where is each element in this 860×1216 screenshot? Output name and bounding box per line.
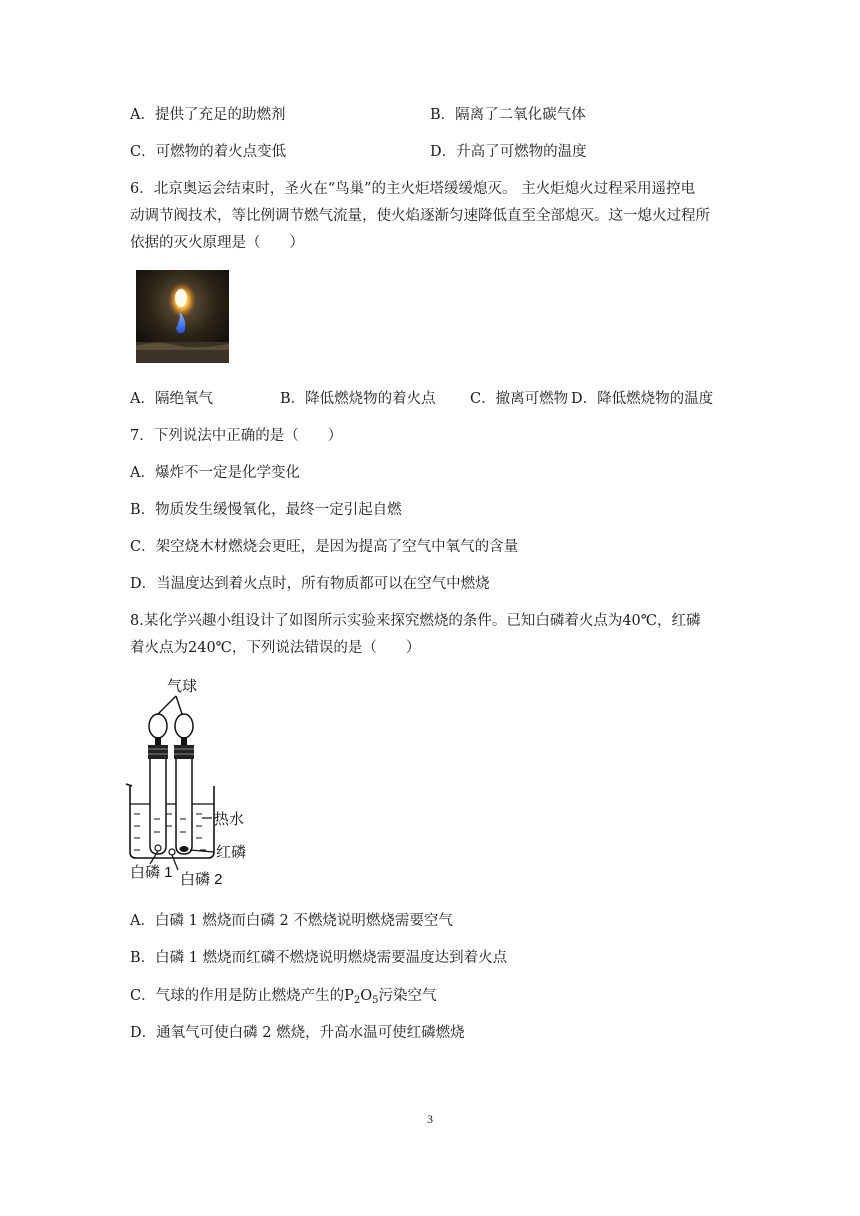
q8-stem-line-1: 8.某化学兴趣小组设计了如图所示实验来探究燃烧的条件。已知白磷着火点为40℃，红磷 [130,613,701,629]
q7-option-a: A．爆炸不一定是化学变化 [130,465,300,481]
label-white-phosphorus-2: 白磷 2 [180,871,223,888]
white-phosphorus-2 [169,849,175,855]
formula-sub-2: 2 [353,995,361,1006]
q6-option-d: D．降低燃烧物的温度 [571,391,714,407]
stopper-left [148,745,168,759]
q6-stem-line-2: 动调节阀技术，等比例调节燃气流量，使火焰逐渐匀速降低直至全部熄灭。这一熄火过程所 [130,208,710,224]
q8-option-b: B．白磷 1 燃烧而红磷不燃烧说明燃烧需要温度达到着火点 [130,950,508,966]
q6-option-a: A．隔绝氧气 [130,391,213,407]
combustion-experiment-diagram [120,674,270,894]
q8-option-c [130,986,437,1006]
balloon-right [175,714,193,738]
q5-option-d: D．升高了可燃物的温度 [430,144,587,160]
q8-stem-line-2: 着火点为240℃，下列说法错误的是（ ） [130,640,421,656]
q5-option-b: B．隔离了二氧化碳气体 [430,107,586,123]
test-tube-left [150,759,166,854]
q7-option-b: B．物质发生缓慢氧化，最终一定引起自燃 [130,502,402,518]
beaker [130,786,214,858]
q7-option-c: C．架空烧木材燃烧会更旺，是因为提高了空气中氧气的含量 [130,539,519,555]
q5-option-a: A．提供了充足的助燃剂 [130,107,286,123]
q6-option-b: B．降低燃烧物的着火点 [280,391,436,407]
label-balloon: 气球 [167,678,198,695]
red-phosphorus [180,846,189,852]
q6-option-c: C．撤离可燃物 [470,391,569,407]
white-phosphorus-1 [155,845,161,851]
q8-option-d: D．通氧气可使白磷 2 燃烧，升高水温可使红磷燃烧 [130,1025,465,1041]
q7-option-d: D．当温度达到着火点时，所有物质都可以在空气中燃烧 [130,576,490,592]
balloon-left [149,714,167,738]
label-white-phosphorus-1: 白磷 1 [130,864,173,881]
torch-flame-photo [136,270,229,363]
q8-option-c-suffix: 污染空气 [378,988,437,1004]
page-number: 3 [427,1112,433,1126]
q6-stem-line-3: 依据的灭火原理是（ ） [130,235,304,251]
q5-option-c: C．可燃物的着火点变低 [130,144,287,160]
hot-water [134,814,206,850]
q7-stem: 7．下列说法中正确的是（ ） [130,428,343,444]
label-red-phosphorus: 红磷 [216,844,247,861]
formula-o: O [360,988,373,1004]
test-tube-right [176,759,192,854]
experiment-apparatus [120,674,270,894]
q8-option-c-prefix: C．气球的作用是防止燃烧产生的 [130,988,345,1004]
q8-option-a: A．白磷 1 燃烧而白磷 2 不燃烧说明燃烧需要空气 [130,913,453,929]
formula-p: P [344,988,354,1004]
formula-sub-5: 5 [372,995,379,1006]
torch-flame-image [136,270,229,363]
q6-stem-line-1: 6．北京奥运会结束时，圣火在“鸟巢”的主火炬塔缓缓熄灭。 主火炬熄火过程采用遥控电 [130,181,696,197]
label-hot-water: 热水 [214,811,245,828]
stopper-right [174,745,194,759]
